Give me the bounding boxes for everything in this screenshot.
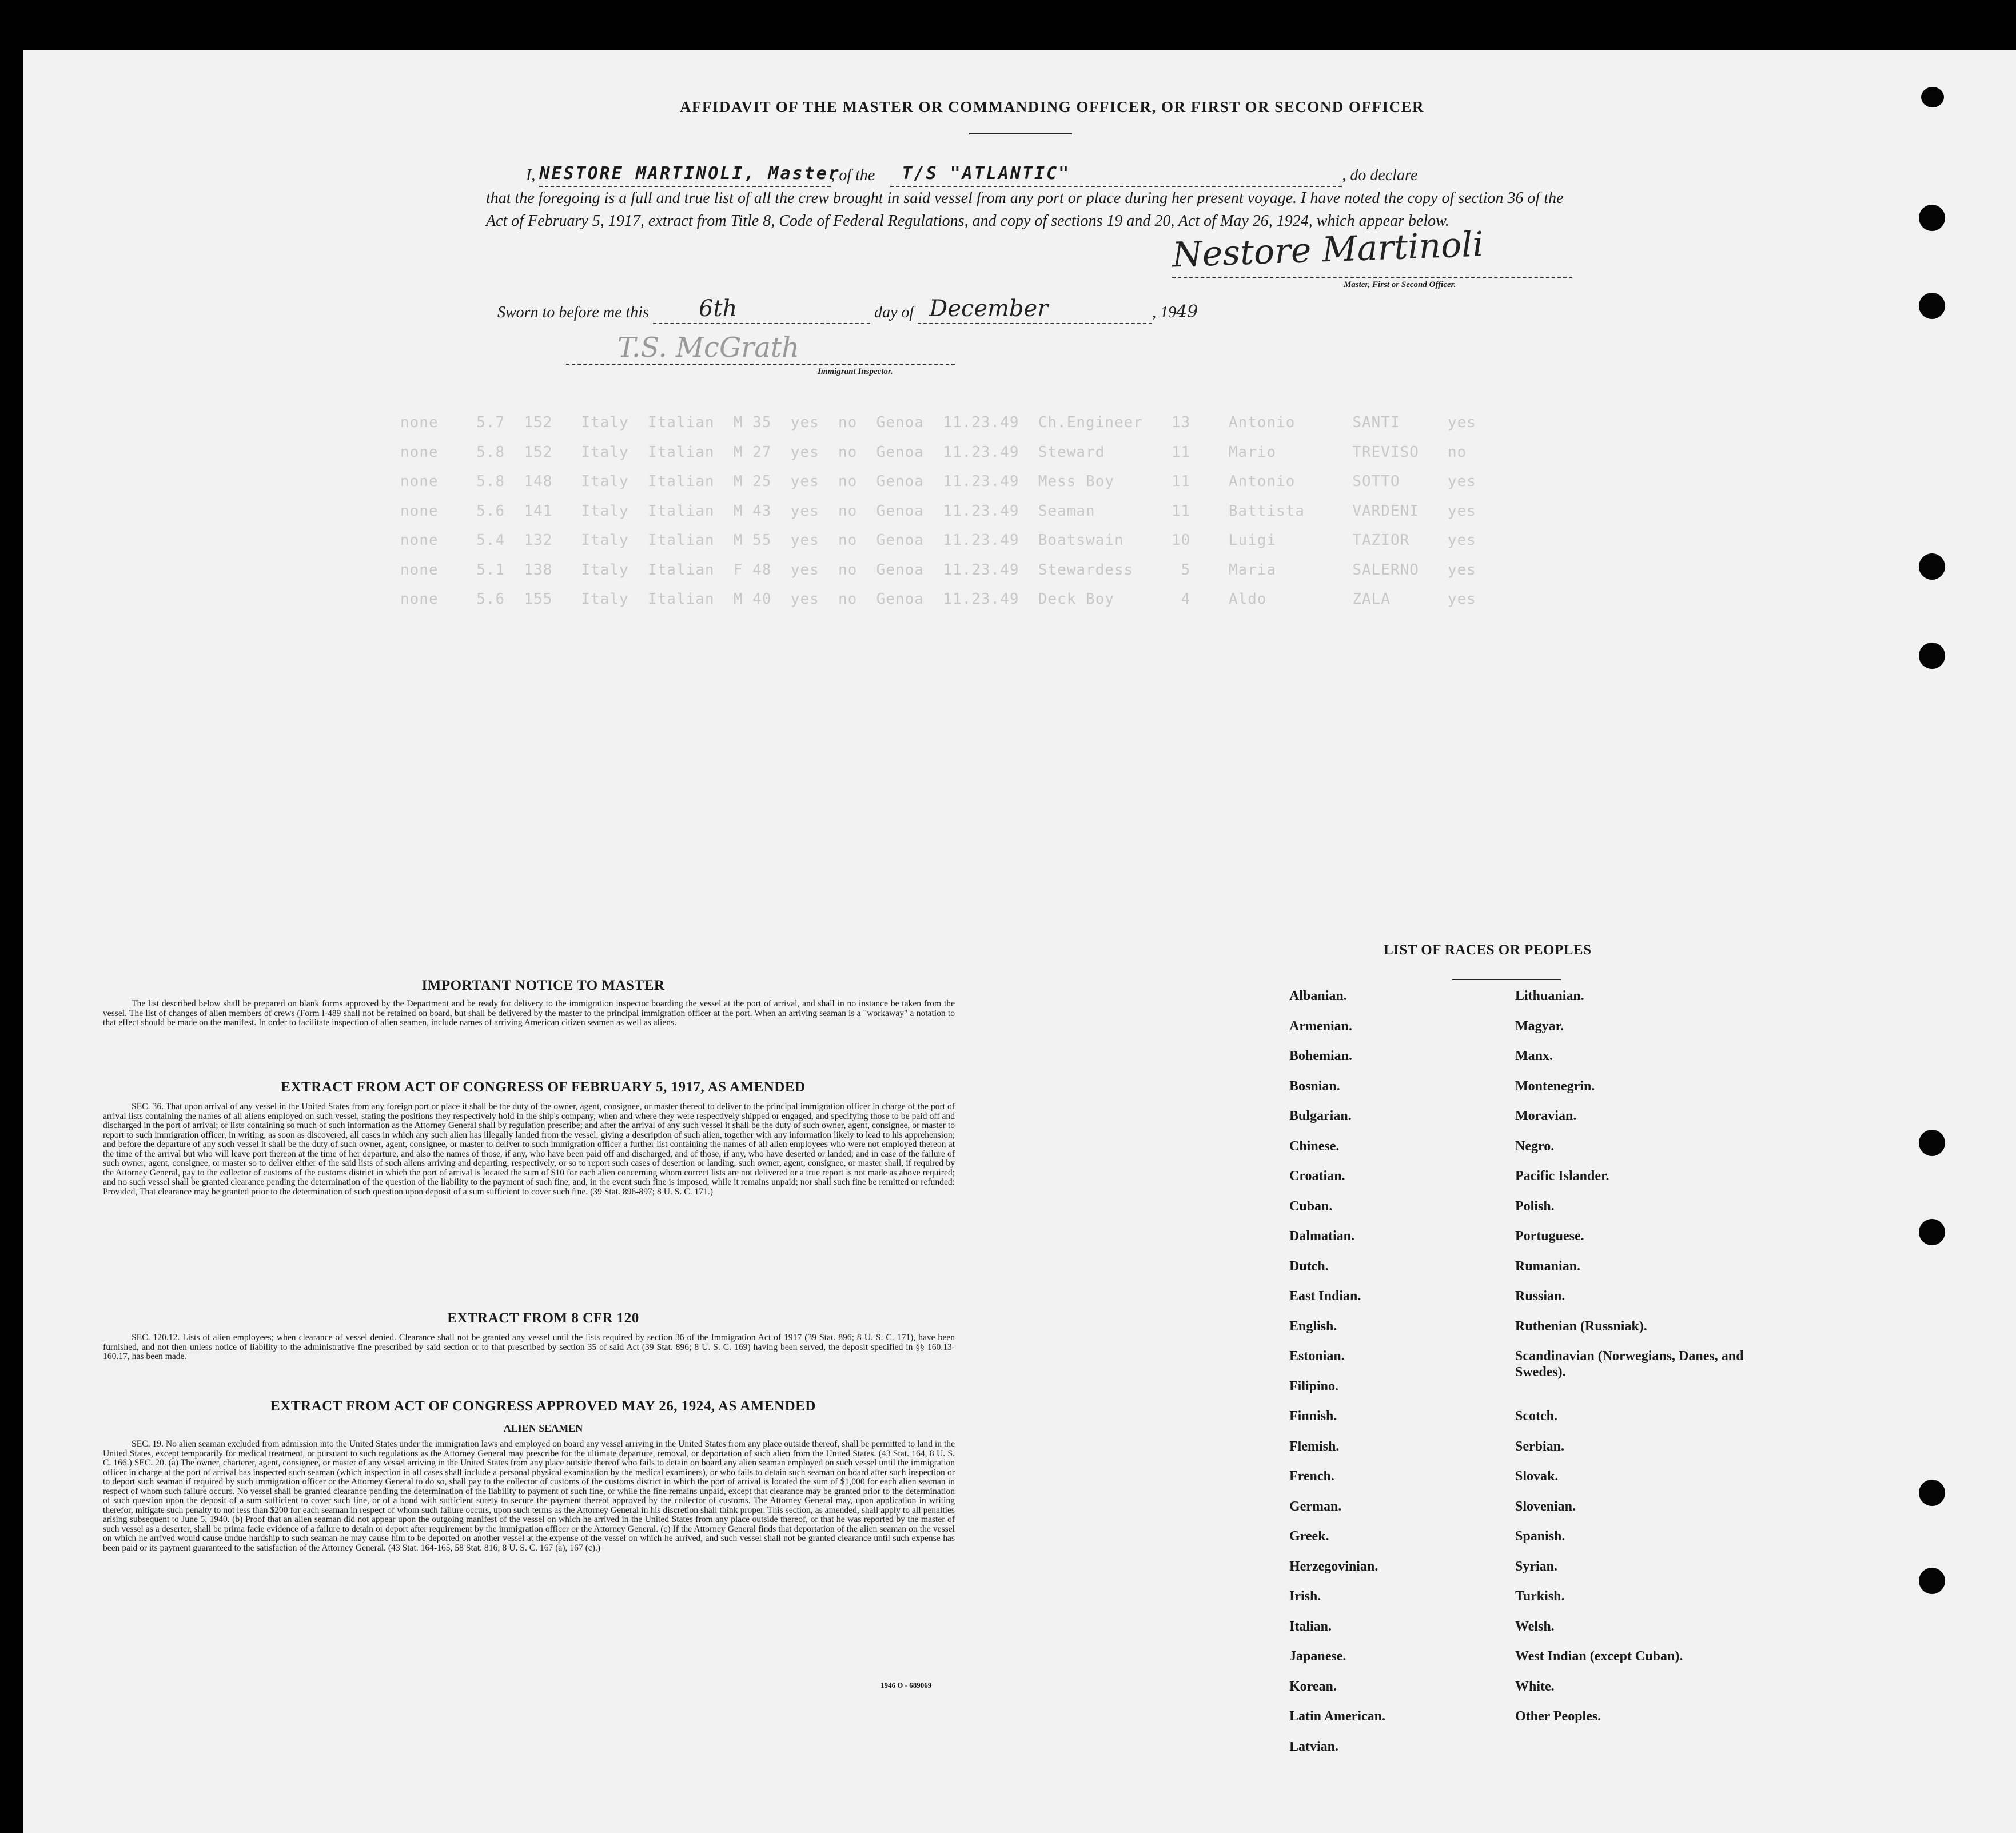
races-left-column: [1289, 988, 1385, 1768]
document-title: AFFIDAVIT OF THE MASTER OR COMMANDING OFFICER, OR FIRST OR SECOND OFFICER: [679, 98, 1425, 115]
master-signature: Nestore Martinoli: [1171, 224, 1484, 276]
inspector-signature-line: [566, 364, 955, 365]
race-item: East Indian.: [1289, 1289, 1361, 1304]
inspector-caption: Immigrant Inspector.: [818, 367, 893, 376]
race-item: Latvian.: [1289, 1739, 1339, 1754]
punch-hole: [1919, 205, 1945, 231]
race-item: Albanian.: [1289, 989, 1347, 1003]
race-item: Flemish.: [1289, 1438, 1340, 1454]
race-item: Serbian.: [1515, 1438, 1565, 1454]
race-item: Moravian.: [1515, 1109, 1577, 1123]
extract-1924-subtitle: ALIEN SEAMEN: [503, 1422, 583, 1434]
sworn-month-field: [918, 297, 1152, 324]
sworn-year-prefix: , 19: [1152, 304, 1177, 321]
race-item: Armenian.: [1289, 1018, 1352, 1034]
race-item: Negro.: [1515, 1138, 1555, 1154]
declaration-line-1: [463, 162, 1584, 187]
of-the-label: , of the: [831, 166, 875, 184]
race-item: Other Peoples.: [1515, 1709, 1601, 1724]
master-name-value: NESTORE MARTINOLI, Master: [539, 164, 840, 184]
race-item: Polish.: [1515, 1198, 1555, 1214]
race-item: Bosnian.: [1289, 1078, 1340, 1094]
sworn-line: [497, 297, 1198, 324]
notice-title: IMPORTANT NOTICE TO MASTER: [421, 978, 665, 993]
race-item: Lithuanian.: [1515, 989, 1584, 1003]
punch-hole: [1919, 1568, 1945, 1594]
race-item: French.: [1289, 1469, 1334, 1484]
race-item: Filipino.: [1289, 1378, 1339, 1394]
races-title: LIST OF RACES OR PEOPLES: [1384, 942, 1592, 958]
race-item: Latin American.: [1289, 1709, 1385, 1724]
notice-text: The list described below shall be prepared on blank forms approved by the Department and be ready for delivery to the immigration inspector boarding the vessel at the port of arrival, and shall in no instance be taken from the vessel. The list of changes of alien members of crews (Form I-489 shall not be retained on board, but shall be delivered by the master to the principal immigration officer at the port. When an arriving seaman is a "workaway" a notation to that effect should be made on the manifest. In order to facilitate inspection of alien seamen, include names of arriving American citizen seamen as well as aliens.: [103, 999, 955, 1027]
vessel-name-value: T/S "ATLANTIC": [902, 164, 1071, 184]
sworn-month-value: December: [929, 296, 1049, 322]
race-item: Welsh.: [1515, 1619, 1555, 1634]
master-name-field: [539, 162, 840, 187]
extract-cfr-text: SEC. 120.12. Lists of alien employees; when clearance of vessel denied. Clearance shall not be granted any vessel until the lists required by section 36 of the Immigration Act of 1917 (39 Stat. 896; 8 U. S. C. 171), have been furnished, and not then unless notice of liability to the administrative fine prescribed by said section or to that prescribed by section 35 of said Act (39 Stat. 896; 8 U. S. C. 169) having been served, the deposit specified in §§ 160.13-160.17, has been made.: [103, 1333, 955, 1361]
race-item: Herzegovinian.: [1289, 1559, 1378, 1574]
race-item: Bulgarian.: [1289, 1109, 1352, 1123]
punch-hole: [1919, 1219, 1945, 1245]
extract-1917-text: SEC. 36. That upon arrival of any vessel in the United States from any foreign port or place it shall be the duty of the owner, agent, consignee, or master thereof to deliver to the principal immigration officer in charge of the port of arrival lists containing the names of all aliens employed on such vessel, stating the positions they respectively hold in the ship's company, when and where they were respectively shipped or engaged, and specifying those to be paid off and discharged in the port of arrival; or lists containing so much of such information as the Attorney General shall by regulation prescribe; and after the arrival of any such vessel it shall be the duty of such owner, agent, consignee, or master to report to such immigration officer, in writing, as soon as discovered, all cases in which any such alien has illegally landed from the vessel, giving a description of such alien, together with any information likely to lead to his apprehension; and before the departure of any such vessel it shall be the duty of such owner, agent, consignee, or master to deliver to such immigration officer a further list containing the names of all alien employees who were not employed thereon at the time of the arrival but who will leave port thereon at the time of her departure, and also the names of those, if any, who have been paid off and discharged, and of those, if any, who have deserted or landed; and in case of the failure of such owner, agent, consignee, or master so to deliver either of the said lists of such aliens arriving and departing, respectively, or so to report such cases of desertion or landing, such owner, agent, consignee, or master shall, if required by the Attorney General, pay to the collector of customs of the customs district in which the port of arrival is located the sum of $10 for each alien concerning whom correct lists are not delivered or a true report is not made as above required; and no such vessel shall be granted clearance pending the determination of the question of the liability to the payment of such fine, and, in the event such fine is imposed, while it remains unpaid; nor shall such fine be remitted or refunded: Provided, That clearance may be granted prior to the determination of such question upon deposit of a sum sufficient to cover such fine. (39 Stat. 896-897; 8 U. S. C. 171.): [103, 1102, 955, 1197]
vessel-name-field: [890, 162, 1342, 187]
affidavit-page: [23, 50, 2016, 1833]
race-item: West Indian (except Cuban).: [1515, 1649, 1683, 1664]
race-item: Slovak.: [1515, 1469, 1559, 1484]
race-item: Ruthenian (Russniak).: [1515, 1318, 1647, 1334]
bleed-through-rows: none 5.7 152 Italy Italian M 35 yes no Genoa 11.23.49 Ch.Engineer 13 Antonio SANTI yes none 5.8 152 Italy Italian M 27 yes no Genoa 11.23.49 Steward 11 Mario TREVISO no none 5.8 148 Italy Italian M 25 yes no Genoa 11.23.49 Mess Boy 11 Antonio SOTTO yes none 5.6 141 Italy Italian M 43 yes no Genoa 11.23.49 Seaman 11 Battista VARDENI yes none 5.4 132 Italy Italian M 55 yes no Genoa 11.23.49 Boatswain 10 Luigi TAZIOR yes none 5.1 138 Italy Italian F 48 yes no Genoa 11.23.49 Stewardess 5 Maria SALERNO yes none 5.6 155 Italy Italian M 40 yes no Genoa 11.23.49 Deck Boy 4 Aldo ZALA yes: [400, 414, 1476, 608]
race-item: English.: [1289, 1318, 1337, 1334]
do-declare-label: , do declare: [1342, 166, 1418, 184]
title-underline: [969, 133, 1072, 134]
race-item: Finnish.: [1289, 1409, 1337, 1424]
race-item: Croatian.: [1289, 1169, 1345, 1184]
race-item: Korean.: [1289, 1679, 1337, 1694]
races-right-column: [1515, 988, 1835, 1739]
sworn-day-value: 6th: [698, 296, 738, 322]
race-item: Scandinavian (Norwegians, Danes, and Swedes).: [1515, 1349, 1744, 1380]
punch-hole: [1919, 643, 1945, 669]
sworn-day-field: [653, 297, 870, 324]
declaration-prefix: I,: [526, 166, 536, 184]
punch-hole: [1919, 1130, 1945, 1156]
race-item: Pacific Islander.: [1515, 1169, 1609, 1184]
race-item: Magyar.: [1515, 1018, 1564, 1034]
race-item: Manx.: [1515, 1049, 1553, 1063]
sworn-prefix: Sworn to before me this: [497, 304, 649, 321]
race-item: Dalmatian.: [1289, 1229, 1354, 1244]
extract-1924-title: EXTRACT FROM ACT OF CONGRESS APPROVED MAY 26, 1924, AS AMENDED: [270, 1398, 816, 1414]
race-item: Bohemian.: [1289, 1049, 1353, 1063]
race-item: Portuguese.: [1515, 1229, 1584, 1244]
punch-hole: [1919, 553, 1945, 580]
races-title-underline: [1452, 979, 1561, 980]
declaration-body: that the foregoing is a full and true list of all the crew brought in said vessel from any port or place during her present voyage. I have noted the copy of section 36 of the Act of February 5, 1917, extract from Title 8, Code of Federal Regulations, and copy of sections 19 and 20, Act of May 26, 1924, which appear below.: [486, 189, 1564, 230]
race-item: Scotch.: [1515, 1409, 1557, 1424]
race-item: Rumanian.: [1515, 1258, 1581, 1274]
race-item: Russian.: [1515, 1289, 1565, 1304]
race-item: Slovenian.: [1515, 1499, 1576, 1514]
punch-hole: [1919, 293, 1945, 319]
extract-1917-title: EXTRACT FROM ACT OF CONGRESS OF FEBRUARY 5, 1917, AS AMENDED: [281, 1079, 806, 1095]
race-item: Montenegrin.: [1515, 1078, 1595, 1094]
race-item: Chinese.: [1289, 1138, 1340, 1154]
punch-hole: [1921, 87, 1944, 107]
extract-1924-text: SEC. 19. No alien seaman excluded from admission into the United States under the immigration laws and employed on board any vessel arriving in the United States from any place outside thereof, shall be permitted to land in the United States, except temporarily for medical treatment, or pursuant to such regulations as the Attorney General may prescribe for the ultimate departure, removal, or deportation of such alien from the United States. (43 Stat. 164, 8 U. S. C. 166.) SEC. 20. (a) The owner, charterer, agent, consignee, or master of any vessel arriving in the United States from any place outside thereof who fails to detain on board any alien seaman employed on such vessel until the immigration officer in charge at the port of arrival has inspected such seaman (which inspection in all cases shall include a personal physical examination by the medical examiners), or who fails to detain such seaman on board after such inspection or to deport such seaman if required by such immigration officer or the Attorney General to do so, shall pay to the collector of customs of the customs district in which the port of arrival is located the sum of $1,000 for each alien seaman in respect of whom such failure occurs. No vessel shall be granted clearance pending the determination of the liability to payment of such fine, or while the fine remains unpaid, except that clearance may be granted prior to the determination of such question upon the deposit of a sum sufficient to cover such fine, or of a bond with sufficient surety to secure the payment thereof approved by the collector of customs. The Attorney General may, upon application in writing therefor, mitigate such penalty to not less than $200 for each seaman in respect of whom such failure occurs, upon such terms as the Attorney General in his discretion shall think proper. This section, as amended, shall apply to all penalties arising subsequent to June 5, 1940. (b) Proof that an alien seaman did not appear upon the outgoing manifest of the vessel on which he arrived in the United States from any place outside thereof, or that he was reported by the master of such vessel as a deserter, shall be prima facie evidence of a failure to detain or deport after requirement by the immigration officer or the Attorney General. (c) If the Attorney General finds that deportation of the alien seaman on the vessel on which he arrived would cause undue hardship to such seaman he may cause him to be deported on another vessel at the expense of the vessel on which he arrived, and such vessel shall not be granted clearance until such expense has been paid or its payment guaranteed to the satisfaction of the Attorney General. (43 Stat. 164-165, 58 Stat. 816; 8 U. S. C. 167 (a), 167 (c).): [103, 1439, 955, 1553]
race-item: Dutch.: [1289, 1258, 1329, 1274]
inspector-signature: T.S. McGrath: [617, 332, 800, 364]
race-item: Turkish.: [1515, 1589, 1565, 1604]
race-item: German.: [1289, 1499, 1342, 1514]
punch-hole: [1919, 1480, 1945, 1506]
master-signature-caption: Master, First or Second Officer.: [1344, 280, 1456, 289]
race-item: Irish.: [1289, 1589, 1321, 1604]
race-item: Spanish.: [1515, 1529, 1565, 1544]
race-item: Estonian.: [1289, 1349, 1345, 1364]
race-item: Cuban.: [1289, 1198, 1333, 1214]
race-item: White.: [1515, 1679, 1555, 1694]
race-item: Japanese.: [1289, 1649, 1346, 1664]
master-signature-line: [1172, 277, 1572, 278]
sworn-day-of-label: day of: [874, 304, 914, 321]
extract-cfr-title: EXTRACT FROM 8 CFR 120: [447, 1310, 639, 1326]
race-item: Italian.: [1289, 1619, 1332, 1634]
race-item: Syrian.: [1515, 1559, 1558, 1574]
print-code: 1946 O - 689069: [880, 1681, 932, 1689]
sworn-year-value: 49: [1176, 302, 1198, 322]
race-item: Greek.: [1289, 1529, 1329, 1544]
declaration: [463, 162, 1584, 233]
